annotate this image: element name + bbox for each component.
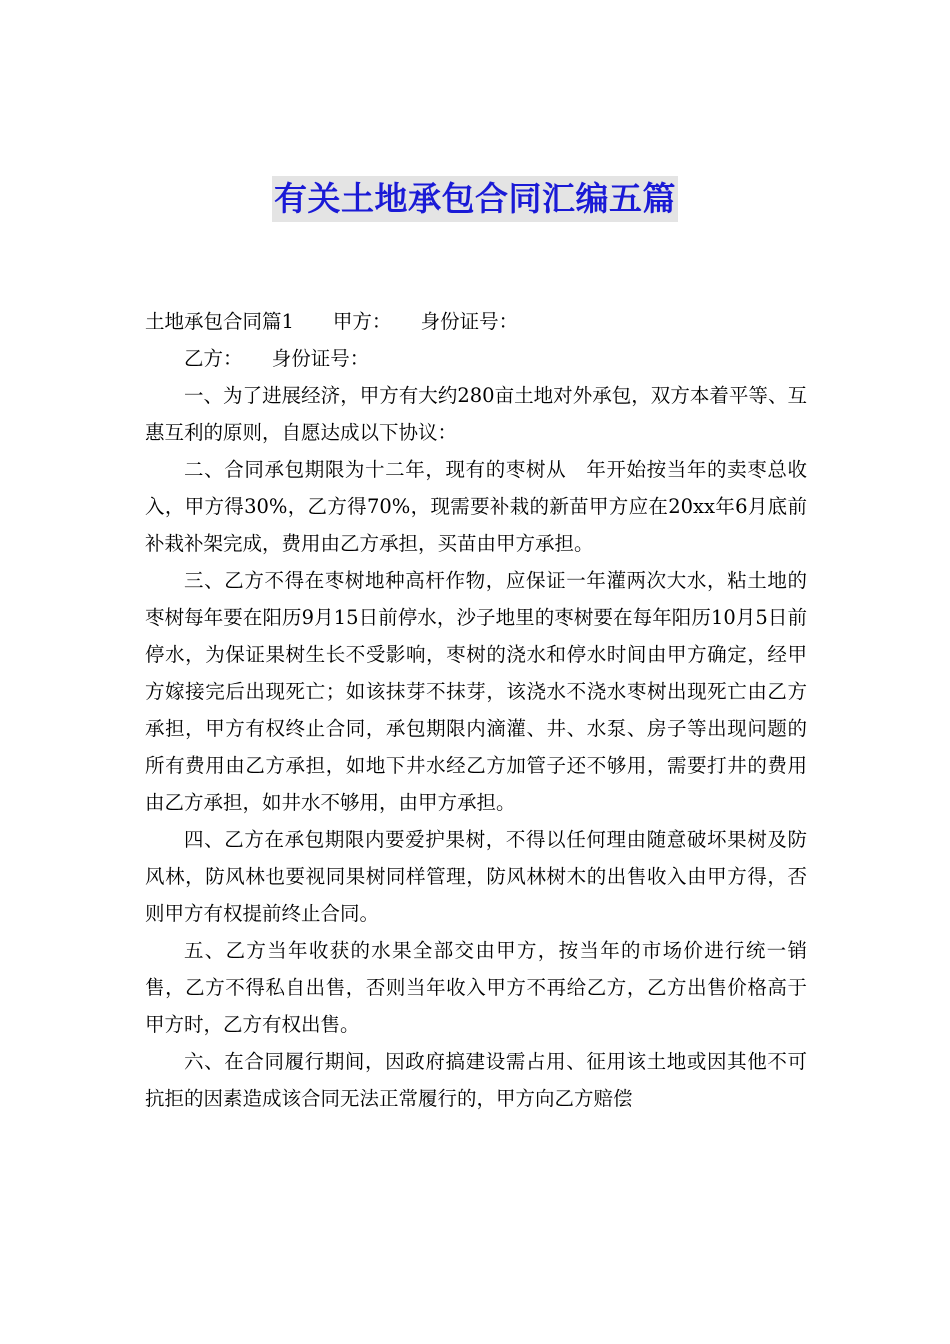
paragraph-3: 三、乙方不得在枣树地种高杆作物，应保证一年灌两次大水，粘土地的枣树每年要在阳历9月15日前停水，沙子地里的枣树要在每年阳历10月5日前停水，为保证果树生长不受影响，枣树的浇水和停水时间由甲方确定，经甲方嫁接完后出现死亡；如该抹芽不抹芽，该浇水不浇水枣树出现死亡由乙方承担，甲方有权终止合同，承包期限内滴灌、井、水泵、房子等出现问题的所有费用由乙方承担，如地下井水经乙方加管子还不够用，需要打井的费用由乙方承担，如井水不够用，由甲方承担。 <box>145 569 807 814</box>
contract-header-line: 土地承包合同篇1 甲方： 身份证号： <box>145 310 519 333</box>
paragraph-4: 四、乙方在承包期限内要爱护果树，不得以任何理由随意破坏果树及防风林，防风林也要视同果树同样管理，防风林树木的出售收入由甲方得，否则甲方有权提前终止合同。 <box>145 828 807 925</box>
paragraph-6: 六、在合同履行期间，因政府搞建设需占用、征用该土地或因其他不可抗拒的因素造成该合同无法正常履行的，甲方向乙方赔偿 <box>145 1050 807 1110</box>
title-area <box>0 176 950 222</box>
paragraph-2: 二、合同承包期限为十二年，现有的枣树从 年开始按当年的卖枣总收入，甲方得30%，乙方得70%，现需要补栽的新苗甲方应在20xx年6月底前补栽补架完成，费用由乙方承担，买苗由甲方承担。 <box>145 458 807 555</box>
document-body <box>145 303 807 1117</box>
document-title: 有关土地承包合同汇编五篇 <box>272 176 678 222</box>
paragraph-5: 五、乙方当年收获的水果全部交由甲方，按当年的市场价进行统一销售，乙方不得私自出售，否则当年收入甲方不再给乙方，乙方出售价格高于甲方时，乙方有权出售。 <box>145 939 807 1036</box>
paragraph-1: 一、为了进展经济，甲方有大约280亩土地对外承包，双方本着平等、互惠互利的原则，自愿达成以下协议： <box>145 384 807 444</box>
party-b-line: 乙方： 身份证号： <box>184 347 370 370</box>
